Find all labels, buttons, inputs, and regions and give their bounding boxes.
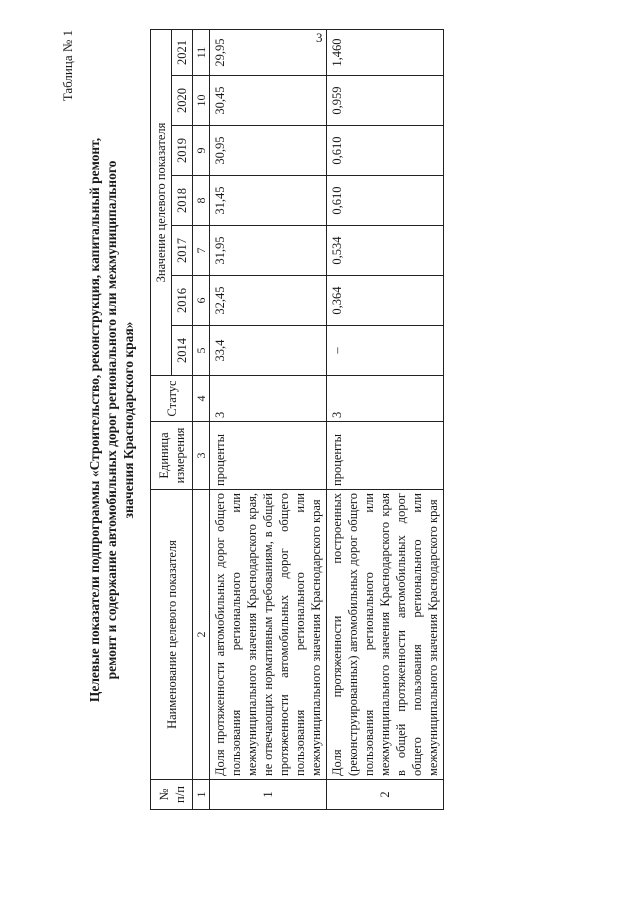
header-name: Наименование целевого показателя xyxy=(151,490,193,780)
header-year: 2021 xyxy=(172,29,193,75)
column-number-row xyxy=(193,29,210,809)
column-number: 6 xyxy=(193,276,210,326)
column-number: 1 xyxy=(193,780,210,810)
row-num: 1 xyxy=(210,780,327,810)
header-unit: Единица измерения xyxy=(151,422,193,490)
header-year: 2014 xyxy=(172,326,193,376)
column-number: 9 xyxy=(193,126,210,176)
indicator-value: – xyxy=(327,326,444,376)
column-number: 3 xyxy=(193,422,210,490)
header-year: 2020 xyxy=(172,76,193,126)
table-row xyxy=(327,29,444,809)
indicator-value: 31,45 xyxy=(210,176,327,226)
column-number: 8 xyxy=(193,176,210,226)
indicator-name: Доля протяженности автомобильных дорог общего пользования регионального или межмуниципального значения Краснодарского края, не отвечающих нормативным требованиям, в общей протяженности автомобильных дорог общего пользования регионального или межмуниципального значения Краснодарского края xyxy=(210,490,327,780)
indicator-value: 0,610 xyxy=(327,176,444,226)
table-header-row xyxy=(151,29,172,809)
title-line: значения Краснодарского края» xyxy=(121,321,136,519)
indicator-value: 31,95 xyxy=(210,226,327,276)
table-label: Таблица № 1 xyxy=(60,30,75,102)
column-number: 4 xyxy=(193,376,210,422)
indicator-value: 29,95 xyxy=(210,29,327,75)
indicator-unit: проценты xyxy=(327,422,444,490)
indicator-value: 0,534 xyxy=(327,226,444,276)
column-number: 10 xyxy=(193,76,210,126)
column-number: 11 xyxy=(193,29,210,75)
rotated-page-content xyxy=(60,30,530,810)
header-year: 2017 xyxy=(172,226,193,276)
indicator-unit: проценты xyxy=(210,422,327,490)
document-title xyxy=(86,30,137,810)
title-line: Целевые показатели подпрограммы «Строительство, реконструкция, капитальный ремонт, xyxy=(87,137,102,703)
header-year: 2019 xyxy=(172,126,193,176)
title-line: ремонт и содержание автомобильных дорог регионального или межмуниципального xyxy=(104,160,119,680)
indicator-value: 0,959 xyxy=(327,76,444,126)
indicators-table xyxy=(150,29,444,810)
indicator-value: 1,460 xyxy=(327,29,444,75)
indicator-value: 0,364 xyxy=(327,276,444,326)
header-year: 2018 xyxy=(172,176,193,226)
header-year: 2016 xyxy=(172,276,193,326)
indicator-value: 0,610 xyxy=(327,126,444,176)
column-number: 7 xyxy=(193,226,210,276)
row-num: 2 xyxy=(327,780,444,810)
indicator-value: 33,4 xyxy=(210,326,327,376)
indicator-value: 30,95 xyxy=(210,126,327,176)
header-values-group: Значение целевого показателя xyxy=(151,29,172,375)
indicator-status: 3 xyxy=(210,376,327,422)
indicator-name: Доля протяженности построенных (реконструированных) автомобильных дорог общего пользования регионального или межмуниципального значения Краснодарского края в общей протяженности автомобильных дорог общего пользования регионального или межмуниципального значения Краснодарского края xyxy=(327,490,444,780)
table-row xyxy=(210,29,327,809)
header-status: Статус xyxy=(151,376,193,422)
indicator-value: 30,45 xyxy=(210,76,327,126)
indicator-status: 3 xyxy=(327,376,444,422)
page-number: 3 xyxy=(316,30,323,45)
column-number: 5 xyxy=(193,326,210,376)
indicator-value: 32,45 xyxy=(210,276,327,326)
header-num: № п/п xyxy=(151,780,193,810)
column-number: 2 xyxy=(193,490,210,780)
